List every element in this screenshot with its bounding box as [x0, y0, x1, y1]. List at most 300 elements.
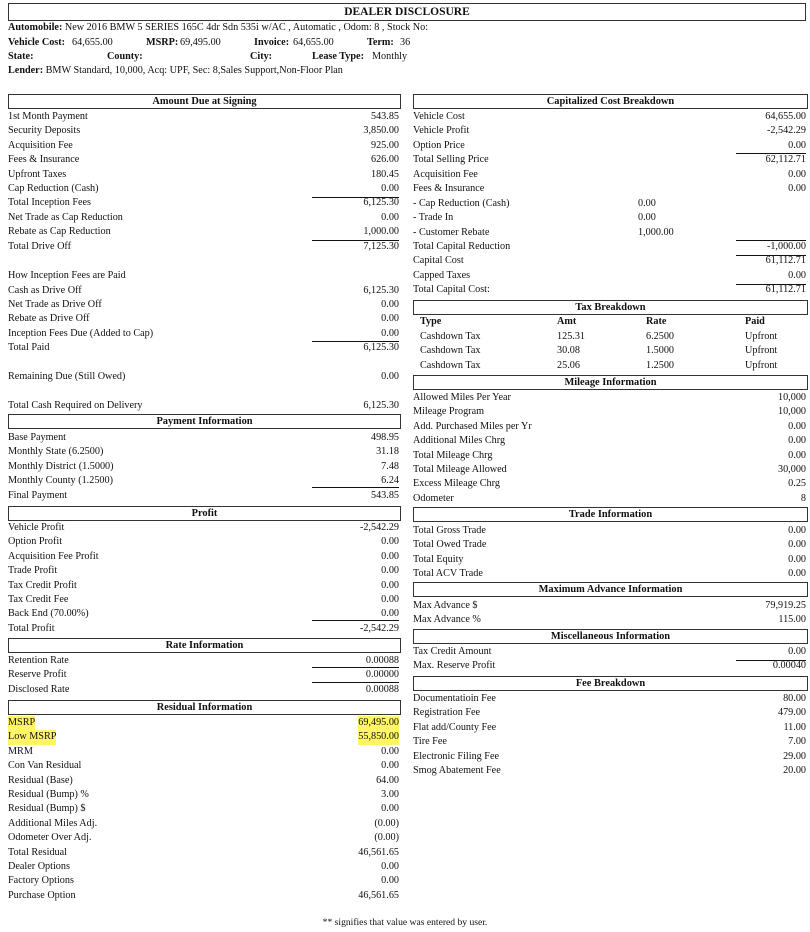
table-row — [413, 124, 806, 138]
table-row — [8, 745, 399, 759]
row-value: 0.00 — [381, 745, 399, 757]
row-value: 479.00 — [777, 707, 806, 719]
row-value: 0.00 — [381, 211, 399, 223]
row-value: 0.00 — [638, 198, 656, 209]
row-value: 7.48 — [381, 460, 399, 472]
row-value: 0.25 — [788, 478, 806, 490]
row-label: Odometer Over Adj. — [8, 832, 92, 844]
row-value: 0.00 — [788, 525, 806, 536]
row-label: Additional Miles Chrg — [413, 435, 506, 447]
row-value: (0.00) — [374, 817, 399, 829]
row-label: Net Trade as Cap Reduction — [8, 211, 123, 223]
row-label: Back End (70.00%) — [8, 608, 89, 620]
row-label: Allowed Miles Per Year — [413, 392, 511, 403]
table-row — [8, 327, 399, 341]
table-row — [413, 391, 806, 405]
tax-col-header: Type — [420, 316, 442, 327]
table-row — [8, 182, 399, 196]
row-value: 0.00 — [381, 298, 399, 310]
table-row — [8, 211, 399, 225]
table-row — [8, 139, 399, 153]
table-row — [8, 730, 399, 744]
table-row — [413, 659, 806, 673]
tax-cell: 6.2500 — [646, 331, 675, 342]
row-label: Purchase Option — [8, 889, 76, 901]
row-value: -2,542.29 — [359, 622, 399, 634]
row-value: 20.00 — [783, 765, 806, 776]
tax-cell: Cashdown Tax — [420, 359, 481, 371]
row-value: 69,495.00 — [358, 716, 399, 730]
row-value: 0.00088 — [365, 683, 399, 695]
row-label: Flat add/County Fee — [413, 721, 497, 733]
underline-rule — [736, 255, 806, 256]
table-row — [413, 110, 806, 124]
tax-col-header: Paid — [745, 316, 765, 327]
table-row — [8, 889, 399, 903]
row-value: 6.24 — [381, 475, 399, 487]
row-value: 1,000.00 — [363, 226, 399, 238]
row-label: - Trade In — [413, 212, 454, 224]
table-row — [8, 225, 399, 239]
row-label: Rebate as Drive Off — [8, 313, 90, 325]
row-value: 0.00 — [381, 371, 399, 382]
automobile-line — [8, 22, 428, 33]
row-label: Mileage Program — [413, 406, 485, 418]
row-value: 0.00 — [381, 594, 399, 605]
table-row — [8, 521, 399, 535]
row-value: 6,125.30 — [363, 400, 399, 411]
row-value: (0.00) — [374, 832, 399, 844]
underline-rule — [312, 487, 399, 488]
row-label: Total Residual — [8, 846, 67, 858]
table-row — [413, 735, 806, 749]
row-value: 0.00 — [788, 553, 806, 565]
row-label: Monthly District (1.5000) — [8, 460, 114, 472]
row-value: 0.00 — [381, 565, 399, 577]
total-cash-row — [8, 399, 399, 413]
underline-rule — [312, 667, 399, 668]
cap-cost-header: Capitalized Cost Breakdown — [413, 94, 808, 109]
max-advance-header: Maximum Advance Information — [413, 582, 808, 597]
row-value: 0.00 — [381, 875, 399, 887]
table-row — [413, 477, 806, 491]
term-value: 36 — [400, 37, 411, 48]
row-label: Dealer Options — [8, 861, 70, 872]
underline-rule — [312, 620, 399, 621]
row-value: 0.00 — [788, 269, 806, 281]
row-value: 0.00 — [381, 760, 399, 772]
table-row — [8, 460, 399, 474]
row-value: 10,000 — [777, 406, 806, 418]
row-label: Base Payment — [8, 432, 67, 443]
table-row — [8, 668, 399, 682]
row-label: Total Mileage Allowed — [413, 464, 507, 475]
row-label: Total Mileage Chrg — [413, 449, 493, 461]
table-row — [8, 196, 399, 210]
msrp-value: 69,495.00 — [180, 37, 221, 48]
row-label: Documentatioin Fee — [413, 693, 496, 704]
table-row — [8, 284, 399, 298]
table-row — [413, 463, 806, 477]
row-value: -2,542.29 — [766, 125, 806, 137]
row-label: Max Advance $ — [413, 600, 478, 611]
cost-line — [8, 37, 804, 51]
row-label: Retention Rate — [8, 655, 69, 666]
county-label: County: — [107, 51, 143, 62]
row-value: 543.85 — [370, 111, 399, 122]
table-row — [413, 553, 806, 567]
row-value: 0.00 — [788, 539, 806, 551]
table-row — [8, 759, 399, 773]
row-value: 6,125.30 — [363, 342, 399, 354]
row-label: Total Gross Trade — [413, 525, 486, 536]
remaining-due-row — [8, 370, 399, 384]
automobile-value: New 2016 BMW 5 SERIES 165C 4dr Sdn 535i w/AC , Automatic , Odom: 8 , Stock No: — [64, 22, 429, 33]
table-row — [413, 692, 806, 706]
row-label: Tax Credit Profit — [8, 579, 77, 591]
row-label: Upfront Taxes — [8, 168, 67, 180]
row-label: Total Equity — [413, 553, 464, 565]
trade-info-header: Trade Information — [413, 507, 808, 522]
row-value: 0.00 — [381, 861, 399, 872]
row-label: Factory Options — [8, 875, 74, 887]
table-row — [8, 579, 399, 593]
row-value: 46,561.65 — [358, 846, 399, 858]
table-row — [8, 110, 399, 124]
row-label: Smog Abatement Fee — [413, 765, 501, 776]
row-label: Disclosed Rate — [8, 683, 70, 695]
table-row — [413, 645, 806, 659]
row-label: Max Advance % — [413, 614, 481, 626]
table-row — [413, 182, 806, 196]
row-label: Option Profit — [8, 536, 63, 548]
row-label: Vehicle Profit — [8, 522, 65, 533]
row-label: 1st Month Payment — [8, 111, 88, 122]
table-row — [413, 434, 806, 448]
table-row — [413, 538, 806, 552]
row-value: 0.00 — [788, 420, 806, 432]
lender-line — [8, 65, 343, 76]
table-row — [413, 254, 806, 268]
row-label: Cash as Drive Off — [8, 284, 82, 296]
table-row — [8, 445, 399, 459]
invoice-label: Invoice: — [254, 37, 290, 48]
table-row — [8, 124, 399, 138]
row-value: 925.00 — [370, 139, 399, 151]
automobile-label: Automobile: — [8, 22, 63, 33]
tax-cell: 1.2500 — [646, 359, 675, 371]
row-value: 64.00 — [376, 774, 399, 786]
row-value: 7,125.30 — [363, 240, 399, 252]
term-label: Term: — [367, 37, 394, 48]
msrp-label: MSRP: — [146, 37, 179, 48]
row-label: Monthly State (6.2500) — [8, 446, 104, 458]
row-label: Tax Credit Amount — [413, 646, 492, 657]
table-row — [413, 524, 806, 538]
amount-due-header: Amount Due at Signing — [8, 94, 401, 109]
row-value: 46,561.65 — [358, 889, 399, 901]
row-label: Total Capital Cost: — [413, 284, 490, 296]
row-value: 0.00040 — [772, 660, 806, 672]
lease-type-label: Lease Type: — [312, 51, 364, 62]
row-label: Remaining Due (Still Owed) — [8, 371, 126, 382]
row-value: 61,112.71 — [765, 284, 806, 296]
row-label: MRM — [8, 745, 33, 757]
city-label: City: — [250, 51, 273, 62]
row-value: 180.45 — [370, 168, 399, 180]
table-row — [8, 153, 399, 167]
row-value: 6,125.30 — [363, 284, 399, 296]
row-label: Total Owed Trade — [413, 539, 487, 551]
table-row — [413, 226, 806, 240]
row-value: 55,850.00 — [358, 730, 399, 744]
row-label: Tire Fee — [413, 736, 447, 748]
table-row — [413, 211, 806, 225]
row-label: Vehicle Profit — [413, 125, 470, 137]
row-value: 0.00 — [381, 327, 399, 339]
row-value: 0.00000 — [365, 669, 399, 681]
table-row — [8, 489, 399, 503]
row-value: 0.00 — [381, 536, 399, 548]
row-value: 0.00 — [381, 579, 399, 591]
vehicle-cost-value: 64,655.00 — [72, 37, 113, 48]
row-value: 62,112.71 — [765, 154, 806, 166]
table-row — [413, 168, 806, 182]
row-value: 0.00088 — [365, 655, 399, 666]
row-label: Con Van Residual — [8, 760, 82, 772]
table-row — [413, 764, 806, 778]
row-label: Net Trade as Drive Off — [8, 298, 102, 310]
table-row — [8, 788, 399, 802]
row-value: 3,850.00 — [363, 125, 399, 137]
table-row — [8, 312, 399, 326]
table-row — [413, 405, 806, 419]
table-row — [8, 846, 399, 860]
table-row — [8, 431, 399, 445]
table-row — [413, 567, 806, 581]
row-label: Total ACV Trade — [413, 568, 483, 580]
row-label: Total Profit — [8, 622, 55, 634]
row-label: Total Capital Reduction — [413, 241, 511, 252]
row-value: 498.95 — [370, 432, 399, 443]
underline-rule — [736, 284, 806, 285]
tax-cell: 1.5000 — [646, 345, 675, 357]
row-label: Residual (Base) — [8, 774, 73, 786]
row-value: 11.00 — [783, 721, 806, 733]
table-row — [413, 750, 806, 764]
row-value: 10,000 — [777, 392, 806, 403]
row-value: 0.00 — [788, 435, 806, 447]
row-label: Capped Taxes — [413, 269, 471, 281]
residual-info-header: Residual Information — [8, 700, 401, 715]
row-label: - Cap Reduction (Cash) — [413, 198, 510, 209]
underline-rule — [312, 682, 399, 683]
row-value: 8 — [800, 492, 806, 504]
profit-header: Profit — [8, 506, 401, 521]
row-value: 0.00 — [638, 212, 656, 224]
row-label: Acquisition Fee — [8, 139, 73, 151]
tax-col-header: Rate — [646, 316, 667, 327]
underline-rule — [312, 197, 399, 198]
row-label: Excess Mileage Chrg — [413, 478, 500, 490]
row-label: Electronic Filing Fee — [413, 750, 500, 762]
table-row — [413, 197, 806, 211]
table-row — [8, 802, 399, 816]
row-value: 31.18 — [376, 446, 399, 458]
row-label: Add. Purchased Miles per Yr — [413, 420, 532, 432]
row-value: 0.00 — [381, 608, 399, 620]
row-label: Monthly County (1.2500) — [8, 475, 113, 487]
table-row — [8, 298, 399, 312]
tax-breakdown-header: Tax Breakdown — [413, 300, 808, 315]
table-row — [413, 283, 806, 297]
row-value: 0.00 — [788, 568, 806, 580]
row-label: Capital Cost — [413, 255, 464, 267]
rate-info-header: Rate Information — [8, 638, 401, 653]
tax-cell: 25.06 — [557, 359, 580, 371]
underline-rule — [312, 240, 399, 241]
row-value: 0.00 — [381, 313, 399, 325]
table-row — [413, 613, 806, 627]
tax-cell: Upfront — [745, 345, 778, 357]
row-value: -1,000.00 — [766, 241, 806, 252]
row-value: 61,112.71 — [765, 255, 806, 267]
state-label: State: — [8, 51, 34, 62]
row-label: MSRP — [8, 716, 35, 730]
table-row — [8, 341, 399, 355]
underline-rule — [736, 240, 806, 241]
row-label: Total Cash Required on Delivery — [8, 400, 143, 411]
row-label: Acquisition Fee — [413, 168, 478, 180]
row-label: Security Deposits — [8, 125, 81, 137]
row-value: 64,655.00 — [765, 111, 806, 122]
row-label: Inception Fees Due (Added to Cap) — [8, 327, 154, 339]
inception-heading: How Inception Fees are Paid — [8, 270, 126, 281]
row-value: 6,125.30 — [363, 197, 399, 209]
table-row — [413, 492, 806, 506]
row-value: 0.00 — [788, 139, 806, 151]
row-value: 0.00 — [788, 168, 806, 180]
table-row — [8, 716, 399, 730]
row-label: Vehicle Cost — [413, 111, 465, 122]
row-value: 0.00 — [788, 449, 806, 461]
underline-rule — [312, 341, 399, 342]
row-value: -2,542.29 — [359, 522, 399, 533]
lender-label: Lender: — [8, 65, 44, 76]
table-row — [8, 535, 399, 549]
row-label: Residual (Bump) $ — [8, 803, 86, 815]
row-value: 626.00 — [370, 154, 399, 166]
tax-cell: 125.31 — [557, 331, 586, 342]
table-row — [413, 599, 806, 613]
row-label: Fees & Insurance — [8, 154, 80, 166]
table-row — [8, 168, 399, 182]
row-label: Fees & Insurance — [413, 183, 485, 194]
tax-cell: 30.08 — [557, 345, 580, 357]
table-row — [8, 593, 399, 607]
row-label: Additional Miles Adj. — [8, 817, 98, 829]
invoice-value: 64,655.00 — [293, 37, 334, 48]
row-label: Registration Fee — [413, 707, 481, 719]
lease-type-value: Monthly — [372, 51, 408, 62]
row-value: 7.00 — [788, 736, 806, 748]
row-value: 0.00 — [381, 183, 399, 194]
table-row — [8, 831, 399, 845]
table-row — [413, 449, 806, 463]
tax-cell: Cashdown Tax — [420, 345, 481, 357]
table-row — [413, 269, 806, 283]
row-value: 0.00 — [381, 550, 399, 562]
row-label: Trade Profit — [8, 565, 58, 577]
tax-cell: Upfront — [745, 359, 778, 371]
row-value: 0.00 — [381, 803, 399, 815]
table-row — [413, 153, 806, 167]
location-line — [8, 51, 804, 65]
underline-rule — [736, 153, 806, 154]
row-value: 0.00 — [788, 183, 806, 194]
footer-note: ** signifies that value was entered by user. — [322, 917, 488, 928]
tax-cell: Upfront — [745, 331, 778, 342]
row-value: 80.00 — [783, 693, 806, 704]
row-label: Option Price — [413, 139, 465, 151]
row-label: Total Paid — [8, 342, 50, 354]
row-value: 543.85 — [370, 489, 399, 501]
table-row — [8, 240, 399, 254]
table-row — [8, 874, 399, 888]
row-label: Tax Credit Fee — [8, 594, 69, 605]
row-value: 30,000 — [777, 464, 806, 475]
table-row — [8, 564, 399, 578]
table-row — [413, 420, 806, 434]
row-label: Residual (Bump) % — [8, 789, 89, 800]
row-label: Rebate as Cap Reduction — [8, 226, 111, 238]
row-label: Acquisition Fee Profit — [8, 550, 99, 562]
row-value: 1,000.00 — [638, 226, 674, 238]
row-value: 29.00 — [783, 750, 806, 762]
underline-rule — [736, 660, 806, 661]
misc-info-header: Miscellaneous Information — [413, 629, 808, 644]
mileage-info-header: Mileage Information — [413, 375, 808, 390]
row-label: Total Drive Off — [8, 240, 72, 252]
tax-col-header: Amt — [557, 316, 577, 327]
table-row — [8, 774, 399, 788]
table-row — [8, 683, 399, 697]
row-label: - Customer Rebate — [413, 226, 490, 238]
page-title: DEALER DISCLOSURE — [8, 3, 806, 21]
row-label: Cap Reduction (Cash) — [8, 183, 99, 194]
table-row — [413, 240, 806, 254]
row-value: 115.00 — [778, 614, 806, 626]
row-label: Total Inception Fees — [8, 197, 92, 209]
table-row — [8, 622, 399, 636]
table-row — [8, 817, 399, 831]
table-row — [8, 860, 399, 874]
vehicle-cost-label: Vehicle Cost: — [8, 37, 66, 48]
tax-cell: Cashdown Tax — [420, 331, 481, 342]
payment-info-header: Payment Information — [8, 414, 401, 429]
row-label: Final Payment — [8, 489, 68, 501]
fee-breakdown-header: Fee Breakdown — [413, 676, 808, 691]
row-value: 79,919.25 — [765, 600, 806, 611]
table-row — [413, 706, 806, 720]
row-label: Odometer — [413, 492, 454, 504]
row-label: Max. Reserve Profit — [413, 660, 496, 672]
row-label: Total Selling Price — [413, 154, 489, 166]
table-row — [413, 721, 806, 735]
table-row — [413, 139, 806, 153]
row-label: Reserve Profit — [8, 669, 67, 681]
row-value: 0.00 — [788, 646, 806, 657]
